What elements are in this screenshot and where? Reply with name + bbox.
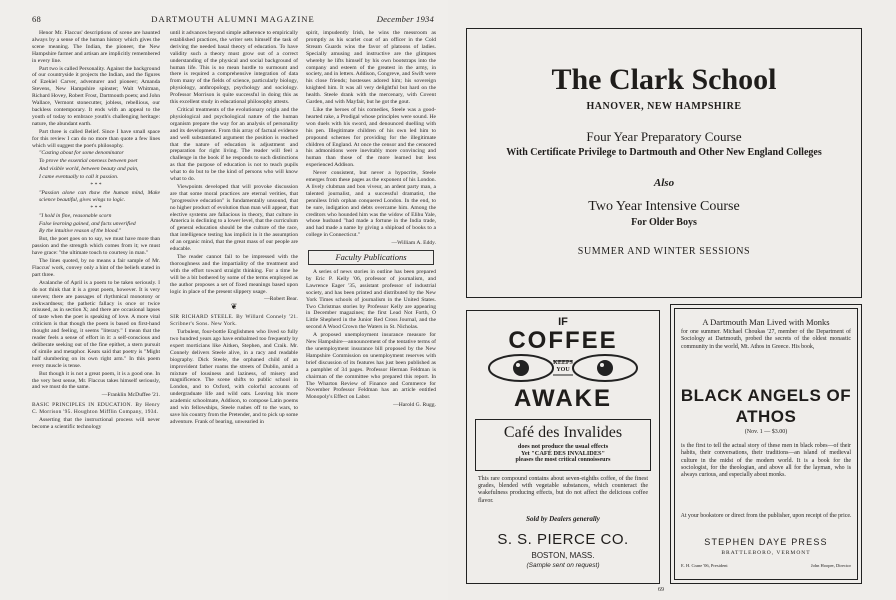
reviewer-signature: —Franklin McDuffee '21. — [101, 392, 160, 399]
clark-school-ad — [466, 28, 862, 298]
president-credit: E. H. Crane '06, President — [681, 563, 728, 568]
paragraph: But though it is not a great poem, it is a good one. In the very best sense, Mr. Flaccus takes himself seriously, and we must do the same. — [32, 370, 160, 391]
issue-date: December 1934 — [376, 14, 434, 24]
sessions: SUMMER AND WINTER SESSIONS — [577, 246, 751, 257]
paragraph: Part two is called Personality. Against the background of our countryside it projects the Indian, and the figures of Ezekiel Carver, adventurer and pioneer; Amanda Stevens, New Hampshire spinster; Walt Whitman, Richard Hovey, Robert Frost, Dartmouth poets; and John Wallace, Vermont stonecutter, jobless, rebellious, our backless contemporary. It ends with an appeal to the youth of today to embrace youth's challenging heritage: nature, the abundant earth. — [32, 65, 160, 127]
reviewer-signature: —William A. Eddy. — [391, 240, 436, 247]
paragraph: Critical treatments of the evolutionary origin and the physiological and psychological nature of the human organism prepare the way for an analysis of personality and its development. From this array of factual evidence and well substantiated argument the position is reached that the nature of education is adjustment and preparation for right living. The reader will feel a challenge in the book if he responds to such distinctions as that the purpose of education is not to teach pupils what to do but to be the kind of persons who will know what to do. — [170, 106, 298, 183]
column-1 — [32, 30, 160, 432]
paragraph: A series of news stories in outline has been prepared by Eric P. Kelly '06, professor of journalism, and Lawrence Eager '35, assistant professor of industrial society, and has been printed and distributed by the New York Times schools of journalism in the United States. Two Christmas stories by Professor Kelly are appearing in December magazines; the first Lead Not Forth, O Little Shepherd in the Junior Red Cross Journal, and the second A Wood Crown the Waters in St. Nicholas. — [306, 269, 436, 331]
paragraph: Part three is called Belief. Since I have small space for this review I can do no more than quote a few lines which will suggest the poet's philosophy. — [32, 128, 160, 149]
coffee-ad — [466, 310, 660, 584]
paragraph: But, the poet goes on to say, we must have more than passion and the strength which comes from it; we must have grace: "the ultimate touch to courtesy in man." — [32, 236, 160, 257]
verse-line: False learning gained, and facts unverified — [39, 220, 136, 227]
verse-line: "I hold in fine, reasonable scorn — [39, 212, 112, 219]
column-2 — [170, 30, 298, 427]
paragraph: spirit, impudently Irish, he wins the messroom as promptly as his scarlet coat of an officer in the Cold Stream Guards wins the favor of platoons of ladies. Specially amusing and instructive are the glimpses whereby he lifts himself by his own bootstraps into the company and esteem of the greatest in the army, in society, and in letters. Addison, Congreve, and Swift were his close friends; hostesses adored him; his sovereign knighted him. It was all very delightful but hard on the health. Steele drank with the mercenary, with Covent Garden, and with Mayfair, but he got the gout. — [306, 30, 436, 106]
sample-note: (Sample sent on request) — [526, 562, 600, 569]
tagline-2: Yet "CAFÉ DES INVALIDES" — [520, 450, 606, 457]
verse-line: And visible world, between beauty and pain, — [39, 166, 139, 173]
paragraph: Avalanche of April is a poem to be taken seriously. I do not think that it is a great poem, however. It is very uneven; there are passages of rhythmical monotony or awkwardness; the pathetic fallacy is once or twice misused, as in section X; and there are occasional lapses of taste when the poet is speaking of love. A more vital criticism is that though the poem is based on first-hand thought and feeling, it seems "literary." I mean that the reader feels a sense of effort in it: a self-conscious and deliberate seeking out of the fine epithet, a stern pursuit of simile and metaphor. Keats said that poetry is "Might half slumbering on its own right arm." In this poem every muscle is tense. — [32, 279, 160, 369]
coffee-word: COFFEE — [508, 327, 618, 354]
page-number: 68 — [32, 14, 41, 24]
review-heading: SIR RICHARD STEELE. By Willard Connely '21. Scribner's Sons. New York. — [170, 314, 298, 328]
verse-line: "Casting about for some denominator — [39, 150, 124, 157]
verse-line: By the intuitive reason of the blood." — [39, 228, 122, 235]
paragraph: Viewpoints developed that will provoke discussion are that some moral practices are eternal verities, that "progressive education" is fundamentally unsound, that no higher product of evolution than man will appear, that elective systems are fallacious in theory, that culture in America is declining to a lower level, that the curriculum of general education should be the culture of the race, that intelligence testing has implicit in it the assumption of an organic mind, that the great mass of our people are educable. — [170, 183, 298, 253]
sold-by: Sold by Dealers generally — [526, 515, 600, 523]
paragraph: A proposed unemployment insurance measure for New Hampshire—announcement of the tentative terms of the unemployment insurance bill proposed by the New Hampshire Commission on unemployment reserves with brief discussion of its features has just been published as a pamphlet of 34 pages. Professor Herman Feldman is chairman of the committee who prepared this report. In The Wharton Review of Finance and Commerce for November Professor Feldman has an article entitled Monopoly's Effect on Labor. — [306, 332, 436, 401]
paragraph: Like the heroes of his comedies, Steele was a good-hearted rake, a Prodigal whose principles were sound. He won duels with his sword, and denounced duelling with his pen. Illegitimate children of his own led him to propound schemes for providing for the illegitimate children of England. At once the censor and the censored his admonitions were inevitably more convincing and human than those of the more learned but less experienced Addison. — [306, 106, 436, 169]
book-title: BLACK ANGELS OF ATHOS — [680, 386, 852, 426]
publisher-name: STEPHEN DAYE PRESS — [704, 537, 828, 547]
course-2: Two Year Intensive Course — [588, 199, 740, 214]
paragraph: Turbulent, four-bottle Englishmen who lived so fully two hundred years ago have embalmed too frequently by expert morticians like Aitken, Stephen, and Craik. Mr. Connely delivers Steele alive, in a racy and readable biography. Dick Steele, the orphaned child of an improvident father roams the streets of Dublin, amid a mixture of lousiness and laziness, of misery and magnificence. The scene shifts to public school in London, and to Oxford, with colorful accounts of undergraduate life and wild oats. Leaving his more academic schoolmate, Addison, to compose Latin poems and win fellowships, Steele rushes off to the wars, to save his country from the Pretender, and to pick up some adventure. Frank of bearing, unwearied in — [170, 329, 298, 425]
ad-footer — [681, 563, 851, 568]
asterism: * * * — [90, 204, 102, 211]
course-2-sub: For Older Boys — [631, 217, 697, 228]
asterism: * * * — [90, 182, 102, 189]
school-name: The Clark School — [551, 63, 777, 96]
paragraph: The lines quoted, by no means a fair sample of Mr. Flaccus' work, convey only a hint of the beliefs stated in part three. — [32, 258, 160, 278]
awake-word: AWAKE — [513, 385, 612, 412]
page-number: 69 — [658, 587, 664, 593]
brand-name: Café des Invalides — [503, 424, 623, 441]
review-heading: BASIC PRINCIPLES IN EDUCATION. By Henry C. Morrison '95. Houghton Mifflin Company, 1934. — [32, 402, 160, 416]
ad-heading: A Dartmouth Man Lived with Monks — [702, 317, 830, 327]
verse-line: "Passion alone can thaw the human mind, Make science beautiful, gives wings to logic. — [39, 189, 160, 203]
coffee-description: This rare compound contains about seven-eighths coffee, of the finest grades, blended with vegetable substances, which counteract the wakefulness producing effects, but do not affect the delicious coffee flavor. — [478, 476, 648, 504]
keeps-text: KEEPS — [553, 360, 573, 366]
director-credit: John Hooper, Director — [810, 563, 851, 568]
book-price: (Nov. 1 — $3.00) — [744, 429, 788, 435]
course-1-sub: With Certificate Privilege to Dartmouth and Other New England Colleges — [506, 147, 822, 158]
order-info: At your bookstore or direct from the publisher, upon receipt of the price. — [680, 513, 852, 519]
column-3 — [306, 30, 436, 410]
paragraph: The reader cannot fail to be impressed with the thoroughness and the impartiality of the treatment and with the effort toward straight thinking. For a time he will be a bit bothered by some of the terms employed as the author proposes a set of fixed meanings based upon logic in place of the present slippery usage. — [170, 254, 298, 295]
ornament-icon: ❦ — [230, 302, 238, 312]
brand-box — [475, 419, 651, 471]
dealer-name: S. S. PIERCE CO. — [497, 531, 629, 548]
book-description: is the first to tell the actual story of these men in black robes—of their habits, their conversations, their traditions—an island of medieval culture in the midst of the modern world. It is a book for the sociologist, for the theologian, and above all for the layman, who is always curious, and especially about monks. — [681, 443, 851, 479]
you-text: YOU — [556, 367, 570, 373]
monks-book-ad — [670, 304, 862, 584]
paragraph: Asserting that the instructional process will never become a scientific technology — [32, 417, 160, 430]
section-heading-box: Faculty Publications — [308, 250, 434, 265]
magazine-title: DARTMOUTH ALUMNI MAGAZINE — [151, 14, 315, 24]
verse-line: I came eventually to call it passion. — [39, 174, 119, 181]
tagline-3: pleases the most critical connoisseurs — [515, 457, 611, 463]
dealer-city: BOSTON, MASS. — [531, 551, 595, 560]
right-page — [448, 0, 896, 600]
paragraph: until it advances beyond simple adherence to empirically established practices, the writer sets himself the task of deriving the needed basal theory of education. To have validity such a theory must grow out of a correct understanding of the physical and social background of human life. This is no mean hurdle to surmount and there is required a comprehensive integration of data from many of the fields of science, particularly biology, physiology, anthropology, psychology and sociology. Professor Morrison is quite successful in doing this as this excellent study in educational philosophy attests. — [170, 30, 298, 106]
paragraph: Never consistent, but never a hypocrite, Steele emerges from these pages as the exponent of his London. A lively clubman and bon viveur, an ardent party man, a talented journalist, and a successful dramatist, the penniless Irish orphan conquered London. In the end, to be sure, indigation and debts overcame him. Among the creditors who hounded him was the widow of Elihu Yale, whose husband "had made a fortune in the India trade, and had made a name by giving a shipload of books to a college in Connecticut." — [306, 170, 436, 239]
if-text: IF — [558, 316, 568, 328]
publisher-town: BRATTLEBORO, VERMONT — [721, 550, 811, 556]
course-1: Four Year Preparatory Course — [586, 129, 742, 144]
tagline-1: does not produce the usual effects — [517, 443, 609, 450]
paragraph: Henor Mr. Flaccus' descriptions of scene are haunted always by a sense of the human history which gives the scene meaning. The Indian, the pioneer, the New Hampshire farmer and artisan are implicitly remembered in every line. — [32, 30, 160, 64]
ad-intro: for one summer. Michael Choukas '27, member of the Department of Sociology at Dartmouth, probed the secrets of the oldest monastic community in the world, Mt. Athos in Greece. His book, — [681, 329, 851, 350]
also-text: Also — [653, 177, 675, 189]
reviewer-signature: —Harold G. Rugg. — [393, 402, 436, 409]
reviewer-signature: —Robert Bear. — [264, 296, 298, 303]
verse-line: To prove the essential oneness between poet — [39, 158, 138, 165]
school-location: HANOVER, NEW HAMPSHIRE — [586, 101, 742, 112]
